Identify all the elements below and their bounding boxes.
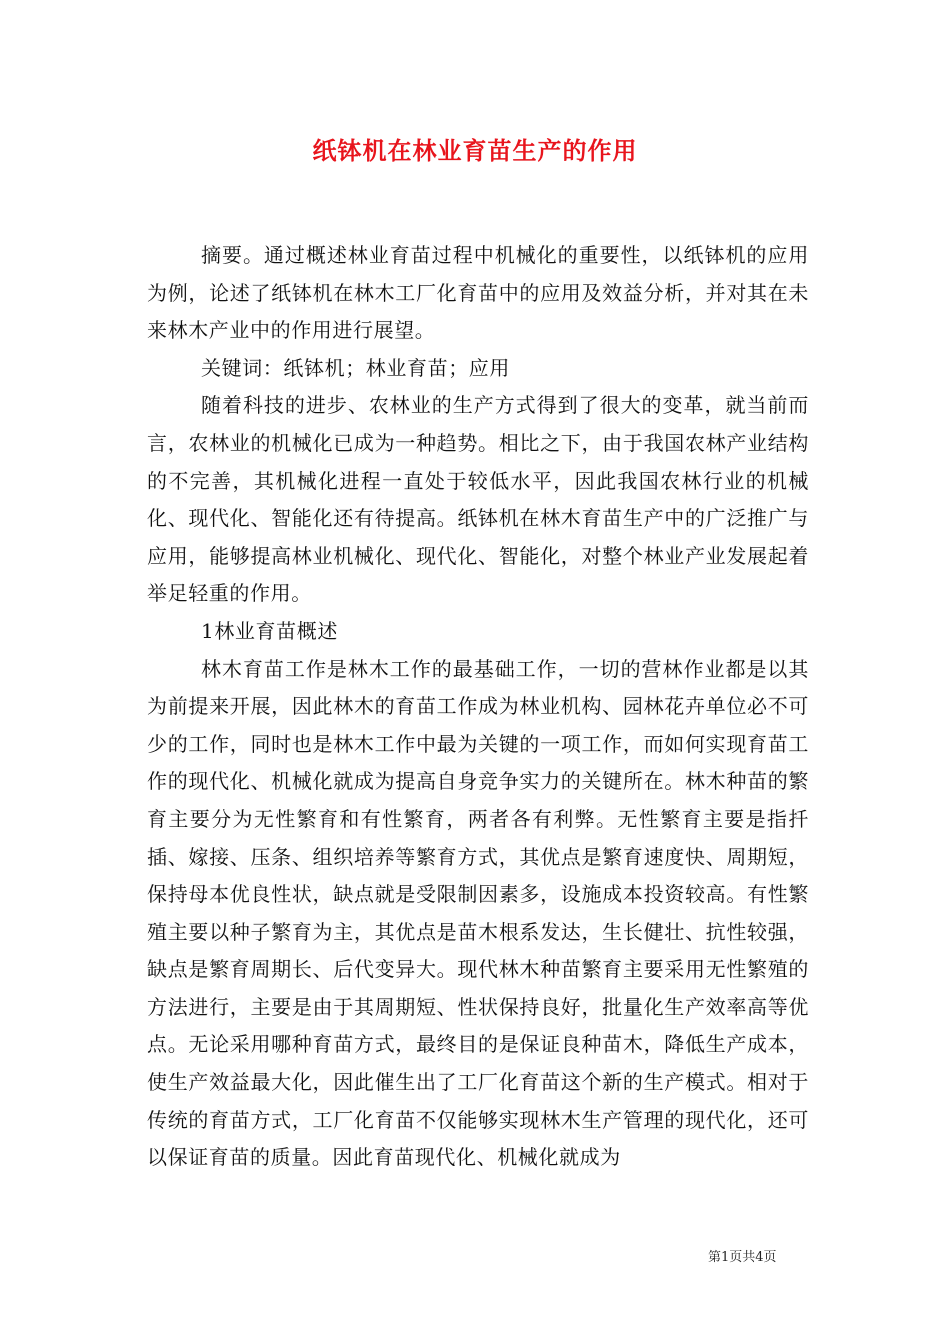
- document-title: 纸钵机在林业育苗生产的作用: [312, 137, 638, 165]
- section-heading: 1林业育苗概述: [201, 618, 338, 643]
- page-number: 第1页共4页: [708, 1250, 777, 1265]
- intro-paragraph: 随着科技的进步、农林业的生产方式得到了很大的变革，就当前而言，农林业的机械化已成为一种趋势。相比之下，由于我国农林产业结构的不完善，其机械化进程一直处于较低水平，因此我国农林行业的机械化、现代化、智能化还有待提高。纸钵机在林木育苗生产中的广泛推广与应用，能够提高林业机械化、现代化、智能化，对整个林业产业发展起着举足轻重的作用。: [147, 393, 809, 606]
- abstract-paragraph: 摘要。通过概述林业育苗过程中机械化的重要性，以纸钵机的应用为例，论述了纸钵机在林木工厂化育苗中的应用及效益分析，并对其在未来林木产业中的作用进行展望。: [147, 243, 809, 343]
- keywords-paragraph: 关键词：纸钵机；林业育苗；应用: [201, 355, 510, 380]
- section-paragraph: 林木育苗工作是林木工作的最基础工作，一切的营林作业都是以其为前提来开展，因此林木的育苗工作成为林业机构、园林花卉单位必不可少的工作，同时也是林木工作中最为关键的一项工作，而如何实现育苗工作的现代化、机械化就成为提高自身竞争实力的关键所在。林木种苗的繁育主要分为无性繁育和有性繁育，两者各有利弊。无性繁育主要是指扦插、嫁接、压条、组织培养等繁育方式，其优点是繁育速度快、周期短，保持母本优良性状，缺点就是受限制因素多，设施成本投资较高。有性繁殖主要以种子繁育为主，其优点是苗木根系发达，生长健壮、抗性较强，缺点是繁育周期长、后代变异大。现代林木种苗繁育主要采用无性繁殖的方法进行，主要是由于其周期短、性状保持良好，批量化生产效率高等优点。无论采用哪种育苗方式，最终目的是保证良种苗木，降低生产成本，使生产效益最大化，因此催生出了工厂化育苗这个新的生产模式。相对于传统的育苗方式，工厂化育苗不仅能够实现林木生产管理的现代化，还可以保证育苗的质量。因此育苗现代化、机械化就成为: [147, 656, 809, 1170]
- document-body: [147, 237, 809, 1177]
